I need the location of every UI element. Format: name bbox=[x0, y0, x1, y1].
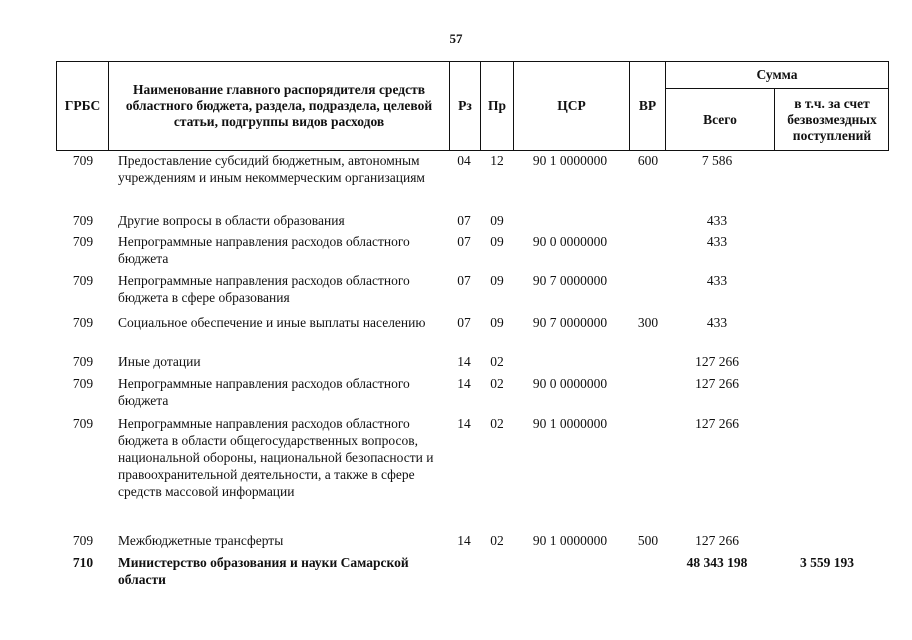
row-csr: 90 1 0000000 bbox=[532, 416, 608, 431]
row-rz: 07 bbox=[457, 234, 471, 249]
row-grbs: 710 bbox=[72, 555, 94, 570]
header-pr: Пр bbox=[487, 98, 506, 113]
row-pr: 09 bbox=[490, 234, 504, 249]
row-pr: 02 bbox=[490, 376, 504, 391]
header-sum: Сумма bbox=[756, 67, 798, 82]
row-rz: 04 bbox=[457, 153, 471, 168]
row-grbs: 709 bbox=[72, 213, 94, 228]
row-name: Непрограммные направления расходов областного бюджета в сфере образования bbox=[118, 273, 410, 305]
row-grbs: 709 bbox=[72, 153, 94, 168]
row-free: 3 559 193 bbox=[800, 555, 854, 570]
row-csr: 90 1 0000000 bbox=[532, 153, 608, 168]
row-name: Другие вопросы в области образования bbox=[118, 213, 345, 228]
row-rz: 07 bbox=[457, 315, 471, 330]
row-rz: 07 bbox=[457, 213, 471, 228]
row-name: Социальное обеспечение и иные выплаты населению bbox=[118, 315, 426, 330]
row-pr: 02 bbox=[490, 416, 504, 431]
row-rz: 14 bbox=[457, 376, 471, 391]
row-total: 433 bbox=[706, 234, 728, 249]
header-divider bbox=[774, 88, 775, 151]
row-total: 433 bbox=[706, 213, 728, 228]
row-csr: 90 7 0000000 bbox=[532, 273, 608, 288]
header-vr: ВР bbox=[638, 98, 657, 113]
row-vr: 300 bbox=[637, 315, 659, 330]
header-grbs: ГРБС bbox=[64, 98, 101, 113]
row-total: 127 266 bbox=[695, 376, 739, 391]
row-name: Предоставление субсидий бюджетным, автономным учреждениям и иным некоммерческим организациям bbox=[118, 153, 425, 185]
row-grbs: 709 bbox=[72, 273, 94, 288]
table-header bbox=[56, 61, 889, 151]
header-name: Наименование главного распорядителя средств областного бюджета, раздела, подраздела, целевой статьи, подгруппы видов расходов bbox=[125, 82, 433, 129]
row-csr: 90 1 0000000 bbox=[532, 533, 608, 548]
row-total: 48 343 198 bbox=[686, 555, 748, 570]
row-total: 433 bbox=[706, 315, 728, 330]
header-right-border bbox=[888, 61, 889, 151]
row-name: Непрограммные направления расходов областного бюджета bbox=[118, 234, 410, 266]
row-vr: 600 bbox=[637, 153, 659, 168]
row-pr: 09 bbox=[490, 315, 504, 330]
row-csr: 90 0 0000000 bbox=[532, 376, 608, 391]
row-grbs: 709 bbox=[72, 376, 94, 391]
row-total: 127 266 bbox=[695, 354, 739, 369]
row-csr: 90 0 0000000 bbox=[532, 234, 608, 249]
header-free: в т.ч. за счет безвозмездных поступлений bbox=[787, 95, 877, 143]
row-name: Непрограммные направления расходов областного бюджета в области общегосударственных вопросов, национальной обороны, национальной безопасности и правоохранительной деятельности, а также в сфере средств массовой информации bbox=[118, 416, 434, 499]
row-total: 433 bbox=[706, 273, 728, 288]
row-pr: 09 bbox=[490, 273, 504, 288]
row-grbs: 709 bbox=[72, 315, 94, 330]
row-grbs: 709 bbox=[72, 234, 94, 249]
row-grbs: 709 bbox=[72, 416, 94, 431]
row-pr: 12 bbox=[490, 153, 504, 168]
row-rz: 14 bbox=[457, 354, 471, 369]
header-divider bbox=[108, 61, 109, 151]
row-total: 127 266 bbox=[695, 533, 739, 548]
row-pr: 09 bbox=[490, 213, 504, 228]
page-number: 57 bbox=[449, 31, 463, 46]
row-rz: 14 bbox=[457, 416, 471, 431]
header-total: Всего bbox=[703, 111, 737, 127]
row-rz: 14 bbox=[457, 533, 471, 548]
header-bottom-border bbox=[56, 150, 889, 151]
row-name: Непрограммные направления расходов областного бюджета bbox=[118, 376, 410, 408]
row-vr: 500 bbox=[637, 533, 659, 548]
row-rz: 07 bbox=[457, 273, 471, 288]
row-pr: 02 bbox=[490, 533, 504, 548]
row-name: Иные дотации bbox=[118, 354, 201, 369]
row-name: Межбюджетные трансферты bbox=[118, 533, 284, 548]
row-total: 7 586 bbox=[701, 153, 733, 168]
header-csr: ЦСР bbox=[557, 98, 586, 113]
row-grbs: 709 bbox=[72, 354, 94, 369]
row-total: 127 266 bbox=[695, 416, 739, 431]
header-rz: Рз bbox=[458, 98, 472, 113]
row-csr: 90 7 0000000 bbox=[532, 315, 608, 330]
row-name: Министерство образования и науки Самарской области bbox=[118, 555, 409, 587]
row-grbs: 709 bbox=[72, 533, 94, 548]
row-pr: 02 bbox=[490, 354, 504, 369]
